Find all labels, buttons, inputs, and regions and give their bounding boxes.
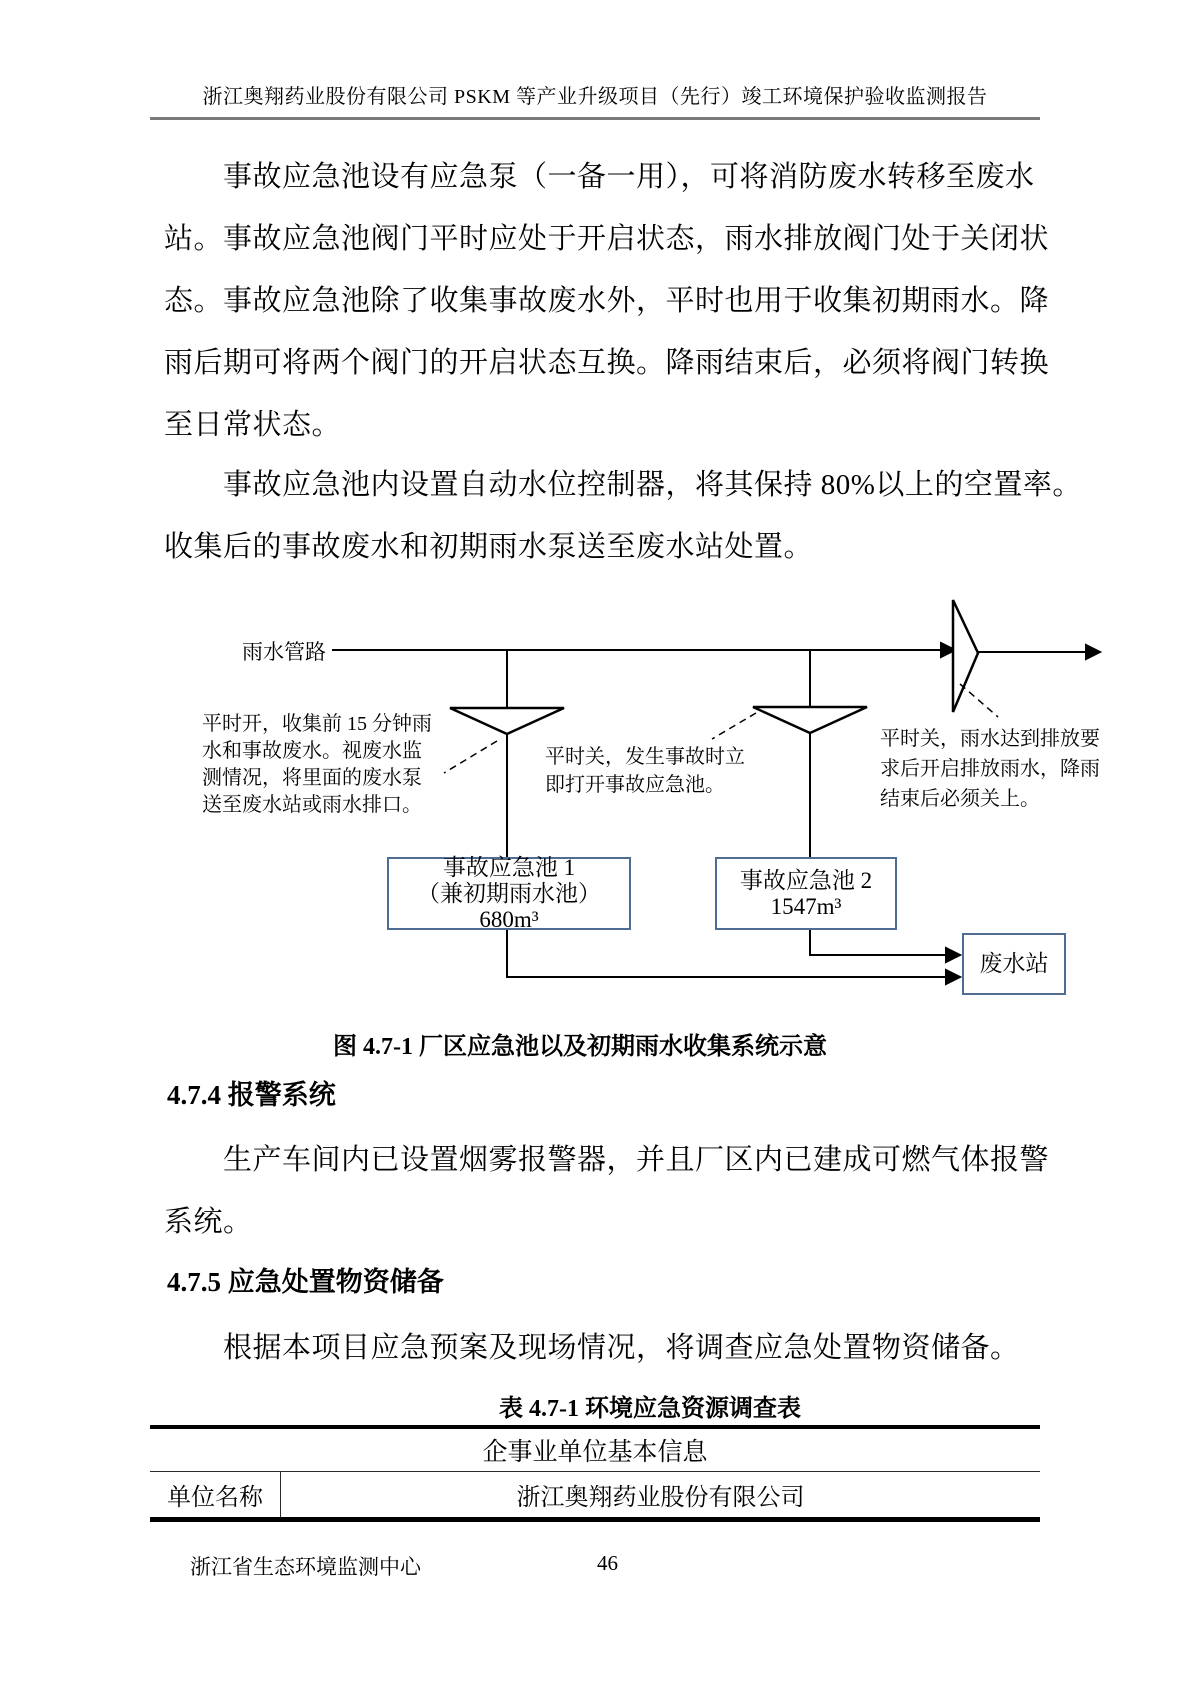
body-line: 根据本项目应急预案及现场情况，将调查应急处置物资储备。 [223, 1332, 1020, 1364]
table-header-row: 企事业单位基本信息 [482, 1439, 708, 1466]
page-header-title: 浙江奥翔药业股份有限公司 PSKM 等产业升级项目（先行）竣工环境保护验收监测报告 [202, 86, 988, 108]
body-line: 生产车间内已设置烟雾报警器，并且厂区内已建成可燃气体报警 [223, 1144, 1050, 1176]
pool2-title: 事故应急池 2 [739, 867, 873, 893]
body-line: 雨后期可将两个阀门的开启状态互换。降雨结束后，必须将阀门转换 [164, 347, 1050, 379]
table-caption: 表 4.7-1 环境应急资源调查表 [499, 1396, 801, 1422]
valve2-symbol [753, 707, 867, 733]
rain-pipe-label: 雨水管路 [242, 640, 326, 664]
pool2-volume: 1547m³ [770, 893, 842, 919]
body-line: 事故应急池内设置自动水位控制器，将其保持 80%以上的空置率。 [223, 469, 1082, 501]
note-line: 送至废水站或雨水排口。 [202, 794, 422, 816]
table-row-value: 浙江奥翔药业股份有限公司 [516, 1485, 805, 1511]
paragraph-475 [164, 1317, 1064, 1379]
note-line: 结束后必须关上。 [880, 788, 1040, 810]
wastewater-station-box [962, 933, 1066, 995]
emergency-pool-2-box [715, 857, 897, 930]
leader-right-dashed [960, 684, 998, 717]
pool1-to-station-line [507, 930, 946, 977]
body-line: 收集后的事故废水和初期雨水泵送至废水站处置。 [164, 531, 814, 563]
figure-caption: 图 4.7-1 厂区应急池以及初期雨水收集系统示意 [333, 1034, 827, 1060]
valve-right-note [880, 724, 1100, 814]
outfall-arrowhead [1086, 645, 1100, 659]
body-line: 态。事故应急池除了收集事故废水外，平时也用于收集初期雨水。降 [164, 285, 1050, 317]
note-line: 平时关，雨水达到排放要 [880, 728, 1100, 750]
section-heading-474: 4.7.4 报警系统 [167, 1080, 336, 1110]
wastewater-station-label: 废水站 [979, 951, 1049, 976]
table-bottom-border [150, 1517, 1040, 1522]
note-line: 平时关，发生事故时立 [545, 746, 745, 768]
pool2-to-station-line [810, 930, 946, 955]
pool1-title: 事故应急池 1 [442, 854, 576, 880]
note-line: 水和事故废水。视废水监 [202, 740, 422, 762]
emergency-pool-1-box [387, 854, 631, 932]
leader-mid-dashed [712, 713, 756, 739]
valve-mid-note [545, 743, 745, 799]
note-line: 平时开，收集前 15 分钟雨 [202, 713, 432, 735]
pool2-arrowhead [946, 948, 960, 962]
section-heading-475: 4.7.5 应急处置物资储备 [167, 1267, 444, 1297]
pool1-volume: （兼初期雨水池）680m³ [417, 880, 601, 932]
valve-left-note [202, 711, 432, 819]
body-line: 站。事故应急池阀门平时应处于开启状态，雨水排放阀门处于关闭状 [164, 223, 1050, 255]
leader-left-dashed [444, 741, 497, 773]
body-line: 至日常状态。 [164, 409, 342, 441]
body-line: 事故应急池设有应急泵（一备一用），可将消防废水转移至废水 [223, 161, 1035, 193]
note-line: 求后开启排放雨水，降雨 [880, 758, 1100, 780]
pool1-arrowhead [946, 970, 960, 984]
note-line: 即打开事故应急池。 [545, 774, 725, 796]
paragraph-474 [164, 1129, 1064, 1253]
page-number: 46 [597, 1551, 618, 1575]
note-line: 测情况，将里面的废水泵 [202, 767, 422, 789]
body-line: 系统。 [164, 1206, 253, 1238]
discharge-valve-symbol [953, 600, 978, 712]
footer-organization: 浙江省生态环境监测中心 [190, 1555, 421, 1579]
valve1-symbol [450, 708, 564, 734]
table-row-label: 单位名称 [167, 1485, 263, 1511]
